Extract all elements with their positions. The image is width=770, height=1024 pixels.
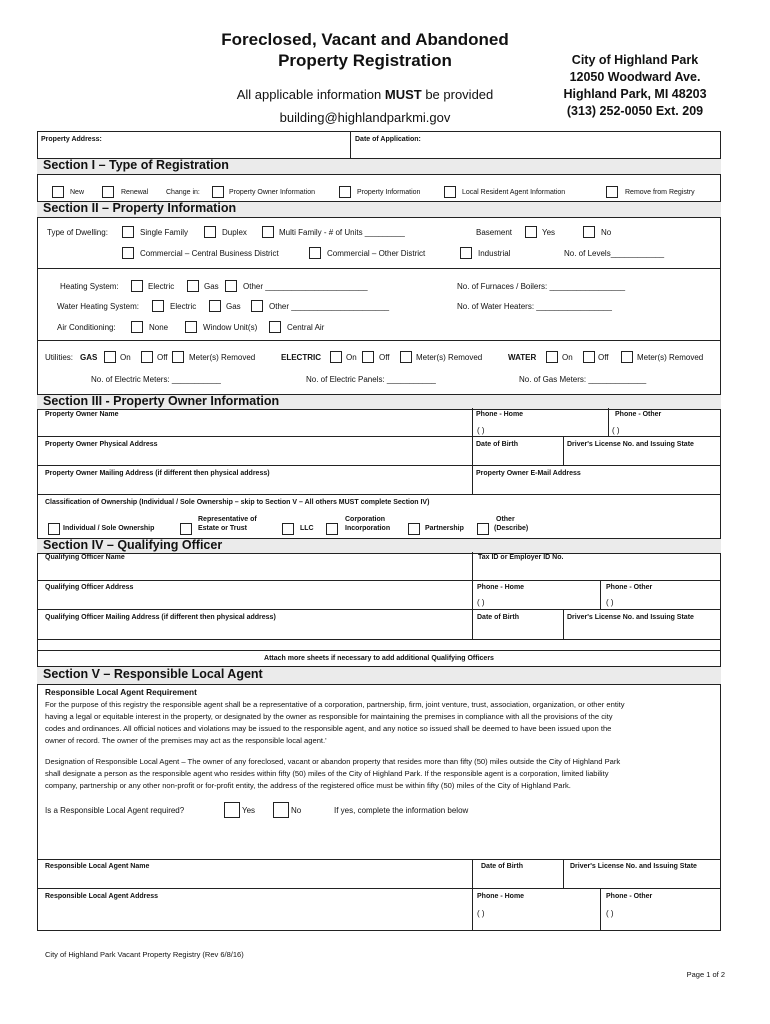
duplex-checkbox[interactable] (204, 226, 216, 238)
city-street: 12050 Woodward Ave. (569, 70, 701, 84)
water-meters-removed-checkbox[interactable] (621, 351, 633, 363)
ac-window-checkbox[interactable] (185, 321, 197, 333)
section-1-title: Section I – Type of Registration (43, 158, 229, 172)
gas-meters-removed-checkbox[interactable] (172, 351, 184, 363)
water-gas-checkbox[interactable] (209, 300, 221, 312)
basement-no-checkbox[interactable] (583, 226, 595, 238)
section-4-title: Section IV – Qualifying Officer (43, 538, 223, 552)
attach-sheets-note: Attach more sheets if necessary to add additional Qualifying Officers (264, 655, 494, 662)
gas-off-checkbox[interactable] (141, 351, 153, 363)
contact-email: building@highlandparkmi.gov (279, 110, 451, 125)
partnership-checkbox[interactable] (408, 523, 420, 535)
water-on-checkbox[interactable] (546, 351, 558, 363)
agent-designation-paragraph: Designation of Responsible Local Agent – The owner of any foreclosed, vacant or abandon property that resides more than fifty (50) miles outside the City of Highland Park shall designate a person as the responsible agent who resides within fifty (50) miles of the City of Highland Park. If the responsible agent is a corporation, limited liability company, partnership or any other non-profit or for-profit entity, the address of the registered office must be within fifty (50) miles of the City of Highland Park. (45, 757, 621, 790)
multi-family-checkbox[interactable] (262, 226, 274, 238)
water-other-checkbox[interactable] (251, 300, 263, 312)
single-family-checkbox[interactable] (122, 226, 134, 238)
form-title-line1: Foreclosed, Vacant and Abandoned (221, 30, 509, 49)
city-name: City of Highland Park (571, 53, 699, 67)
section-3-title: Section III - Property Owner Information (43, 394, 280, 408)
heating-gas-checkbox[interactable] (187, 280, 199, 292)
individual-checkbox[interactable] (48, 523, 60, 535)
new-checkbox[interactable] (52, 186, 64, 198)
revision-note: City of Highland Park Vacant Property Registry (Rev 6/8/16) (45, 950, 244, 959)
agent-required-no-checkbox[interactable] (273, 802, 289, 818)
estate-trust-checkbox[interactable] (180, 523, 192, 535)
property-address-label: Property Address: (41, 136, 102, 143)
form-title-line2: Property Registration (278, 51, 452, 70)
page-number: Page 1 of 2 (686, 970, 725, 979)
commercial-other-checkbox[interactable] (309, 247, 321, 259)
electric-off-checkbox[interactable] (362, 351, 374, 363)
renewal-checkbox[interactable] (102, 186, 114, 198)
basement-yes-checkbox[interactable] (525, 226, 537, 238)
electric-on-checkbox[interactable] (330, 351, 342, 363)
water-electric-checkbox[interactable] (152, 300, 164, 312)
agent-requirement-paragraph: For the purpose of this registry the responsible agent shall be a representative of a corporation, partnership, firm, joint venture, trust, association, organization, or other entity having a legal or equitable interest in the property, or designated by the owner as responsible for maintaining the premises in compliance with all the provisions of the city codes and ordinances. All official notices and violations may be issued to the responsible agent, and any notice so issued shall be deemed to have been issued upon the owner of record. The owner of the premises may act as the responsible local agent.' (45, 700, 625, 745)
local-agent-info-checkbox[interactable] (444, 186, 456, 198)
required-info-note: All applicable information MUST be provided (236, 87, 494, 102)
gas-on-checkbox[interactable] (104, 351, 116, 363)
llc-checkbox[interactable] (282, 523, 294, 535)
remove-registry-checkbox[interactable] (606, 186, 618, 198)
other-describe-checkbox[interactable] (477, 523, 489, 535)
city-town: Highland Park, MI 48203 (563, 87, 707, 101)
heating-other-checkbox[interactable] (225, 280, 237, 292)
city-phone: (313) 252-0050 Ext. 209 (566, 104, 704, 118)
ac-central-checkbox[interactable] (269, 321, 281, 333)
owner-info-checkbox[interactable] (212, 186, 224, 198)
section-5-title: Section V – Responsible Local Agent (43, 667, 263, 681)
ac-none-checkbox[interactable] (131, 321, 143, 333)
section-2-title: Section II – Property Information (43, 201, 237, 215)
water-off-checkbox[interactable] (583, 351, 595, 363)
agent-requirement-heading: Responsible Local Agent Requirement (45, 687, 197, 697)
property-info-checkbox[interactable] (339, 186, 351, 198)
corporation-checkbox[interactable] (326, 523, 338, 535)
agent-required-yes-checkbox[interactable] (224, 802, 240, 818)
electric-meters-removed-checkbox[interactable] (400, 351, 412, 363)
industrial-checkbox[interactable] (460, 247, 472, 259)
date-of-application-label: Date of Application: (355, 136, 421, 143)
heating-electric-checkbox[interactable] (131, 280, 143, 292)
commercial-cbd-checkbox[interactable] (122, 247, 134, 259)
